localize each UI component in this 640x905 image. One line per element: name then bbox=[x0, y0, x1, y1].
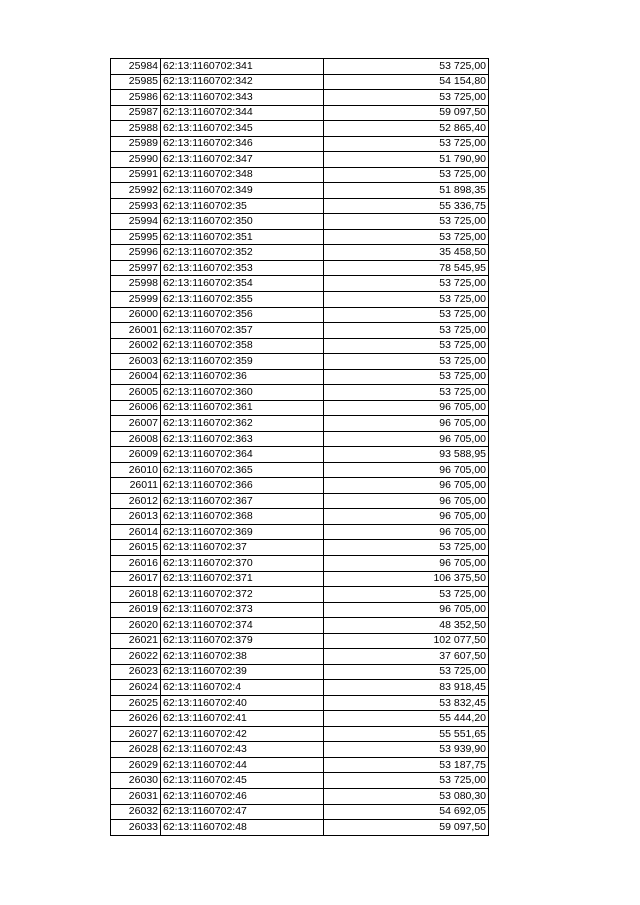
row-number-cell: 26012 bbox=[111, 493, 161, 509]
table-row bbox=[111, 649, 489, 665]
cadastral-number-cell: 62:13:1160702:379 bbox=[161, 633, 324, 649]
row-number-cell: 26030 bbox=[111, 773, 161, 789]
cadastral-number-cell: 62:13:1160702:353 bbox=[161, 260, 324, 276]
row-number-cell: 26027 bbox=[111, 726, 161, 742]
table-row bbox=[111, 214, 489, 230]
value-cell: 96 705,00 bbox=[324, 462, 489, 478]
row-number-cell: 26028 bbox=[111, 742, 161, 758]
cadastral-number-cell: 62:13:1160702:355 bbox=[161, 291, 324, 307]
value-cell: 78 545,95 bbox=[324, 260, 489, 276]
row-number-cell: 26032 bbox=[111, 804, 161, 820]
row-number-cell: 26014 bbox=[111, 524, 161, 540]
table-row bbox=[111, 804, 489, 820]
value-cell: 52 865,40 bbox=[324, 121, 489, 137]
table-row bbox=[111, 726, 489, 742]
cadastral-number-cell: 62:13:1160702:360 bbox=[161, 385, 324, 401]
value-cell: 53 725,00 bbox=[324, 307, 489, 323]
cadastral-number-cell: 62:13:1160702:373 bbox=[161, 602, 324, 618]
value-cell: 53 725,00 bbox=[324, 773, 489, 789]
row-number-cell: 26006 bbox=[111, 400, 161, 416]
cadastral-number-cell: 62:13:1160702:374 bbox=[161, 618, 324, 634]
cadastral-number-cell: 62:13:1160702:372 bbox=[161, 587, 324, 603]
row-number-cell: 25993 bbox=[111, 198, 161, 214]
cadastral-number-cell: 62:13:1160702:4 bbox=[161, 680, 324, 696]
cadastral-number-cell: 62:13:1160702:352 bbox=[161, 245, 324, 261]
row-number-cell: 26018 bbox=[111, 587, 161, 603]
value-cell: 53 725,00 bbox=[324, 136, 489, 152]
cadastral-number-cell: 62:13:1160702:341 bbox=[161, 59, 324, 75]
row-number-cell: 26005 bbox=[111, 385, 161, 401]
value-cell: 37 607,50 bbox=[324, 649, 489, 665]
value-cell: 53 080,30 bbox=[324, 788, 489, 804]
cadastral-number-cell: 62:13:1160702:45 bbox=[161, 773, 324, 789]
row-number-cell: 26017 bbox=[111, 571, 161, 587]
cadastral-number-cell: 62:13:1160702:358 bbox=[161, 338, 324, 354]
cadastral-number-cell: 62:13:1160702:35 bbox=[161, 198, 324, 214]
value-cell: 59 097,50 bbox=[324, 820, 489, 836]
row-number-cell: 25987 bbox=[111, 105, 161, 121]
table-row bbox=[111, 711, 489, 727]
table-row bbox=[111, 742, 489, 758]
cadastral-number-cell: 62:13:1160702:39 bbox=[161, 664, 324, 680]
row-number-cell: 26015 bbox=[111, 540, 161, 556]
table-row bbox=[111, 400, 489, 416]
cadastral-number-cell: 62:13:1160702:354 bbox=[161, 276, 324, 292]
value-cell: 96 705,00 bbox=[324, 431, 489, 447]
table-row bbox=[111, 121, 489, 137]
row-number-cell: 25996 bbox=[111, 245, 161, 261]
table-row bbox=[111, 633, 489, 649]
value-cell: 96 705,00 bbox=[324, 602, 489, 618]
row-number-cell: 26033 bbox=[111, 820, 161, 836]
row-number-cell: 25984 bbox=[111, 59, 161, 75]
cadastral-number-cell: 62:13:1160702:42 bbox=[161, 726, 324, 742]
value-cell: 53 725,00 bbox=[324, 59, 489, 75]
row-number-cell: 26031 bbox=[111, 788, 161, 804]
cadastral-number-cell: 62:13:1160702:349 bbox=[161, 183, 324, 199]
cadastral-number-cell: 62:13:1160702:48 bbox=[161, 820, 324, 836]
value-cell: 53 725,00 bbox=[324, 323, 489, 339]
cadastral-number-cell: 62:13:1160702:370 bbox=[161, 556, 324, 572]
row-number-cell: 26024 bbox=[111, 680, 161, 696]
cadastral-number-cell: 62:13:1160702:357 bbox=[161, 323, 324, 339]
table-row bbox=[111, 276, 489, 292]
row-number-cell: 26021 bbox=[111, 633, 161, 649]
table-row bbox=[111, 509, 489, 525]
cadastral-number-cell: 62:13:1160702:364 bbox=[161, 447, 324, 463]
cadastral-number-cell: 62:13:1160702:365 bbox=[161, 462, 324, 478]
table-row bbox=[111, 493, 489, 509]
table-row bbox=[111, 152, 489, 168]
value-cell: 96 705,00 bbox=[324, 524, 489, 540]
table-row bbox=[111, 773, 489, 789]
table-row bbox=[111, 478, 489, 494]
value-cell: 102 077,50 bbox=[324, 633, 489, 649]
table-row bbox=[111, 447, 489, 463]
table-row bbox=[111, 602, 489, 618]
value-cell: 53 939,90 bbox=[324, 742, 489, 758]
table-row bbox=[111, 229, 489, 245]
value-cell: 53 725,00 bbox=[324, 540, 489, 556]
row-number-cell: 26022 bbox=[111, 649, 161, 665]
cadastral-number-cell: 62:13:1160702:347 bbox=[161, 152, 324, 168]
value-cell: 96 705,00 bbox=[324, 400, 489, 416]
cadastral-number-cell: 62:13:1160702:37 bbox=[161, 540, 324, 556]
cadastral-number-cell: 62:13:1160702:344 bbox=[161, 105, 324, 121]
cadastral-number-cell: 62:13:1160702:38 bbox=[161, 649, 324, 665]
table-row bbox=[111, 307, 489, 323]
table-row bbox=[111, 556, 489, 572]
cadastral-number-cell: 62:13:1160702:343 bbox=[161, 90, 324, 106]
row-number-cell: 25998 bbox=[111, 276, 161, 292]
row-number-cell: 26002 bbox=[111, 338, 161, 354]
table-row bbox=[111, 385, 489, 401]
value-cell: 96 705,00 bbox=[324, 556, 489, 572]
value-cell: 53 725,00 bbox=[324, 276, 489, 292]
cadastral-number-cell: 62:13:1160702:363 bbox=[161, 431, 324, 447]
row-number-cell: 25995 bbox=[111, 229, 161, 245]
row-number-cell: 26013 bbox=[111, 509, 161, 525]
value-cell: 96 705,00 bbox=[324, 509, 489, 525]
row-number-cell: 26000 bbox=[111, 307, 161, 323]
row-number-cell: 25997 bbox=[111, 260, 161, 276]
row-number-cell: 26004 bbox=[111, 369, 161, 385]
cadastral-number-cell: 62:13:1160702:342 bbox=[161, 74, 324, 90]
table-row bbox=[111, 431, 489, 447]
value-cell: 53 725,00 bbox=[324, 291, 489, 307]
table-row bbox=[111, 338, 489, 354]
row-number-cell: 26020 bbox=[111, 618, 161, 634]
table-row bbox=[111, 74, 489, 90]
value-cell: 53 725,00 bbox=[324, 369, 489, 385]
cadastral-number-cell: 62:13:1160702:359 bbox=[161, 354, 324, 370]
row-number-cell: 25994 bbox=[111, 214, 161, 230]
table-row bbox=[111, 105, 489, 121]
row-number-cell: 26001 bbox=[111, 323, 161, 339]
cadastral-number-cell: 62:13:1160702:366 bbox=[161, 478, 324, 494]
table-row bbox=[111, 695, 489, 711]
value-cell: 93 588,95 bbox=[324, 447, 489, 463]
cadastral-number-cell: 62:13:1160702:367 bbox=[161, 493, 324, 509]
table-row bbox=[111, 571, 489, 587]
table-row bbox=[111, 260, 489, 276]
table-row bbox=[111, 416, 489, 432]
table-row bbox=[111, 524, 489, 540]
row-number-cell: 26023 bbox=[111, 664, 161, 680]
data-table bbox=[110, 58, 489, 836]
value-cell: 59 097,50 bbox=[324, 105, 489, 121]
table-row bbox=[111, 462, 489, 478]
row-number-cell: 26009 bbox=[111, 447, 161, 463]
row-number-cell: 26016 bbox=[111, 556, 161, 572]
table-body bbox=[111, 59, 489, 836]
row-number-cell: 26029 bbox=[111, 757, 161, 773]
value-cell: 96 705,00 bbox=[324, 416, 489, 432]
table-row bbox=[111, 323, 489, 339]
table-row bbox=[111, 354, 489, 370]
row-number-cell: 26007 bbox=[111, 416, 161, 432]
cadastral-number-cell: 62:13:1160702:368 bbox=[161, 509, 324, 525]
cadastral-number-cell: 62:13:1160702:361 bbox=[161, 400, 324, 416]
cadastral-number-cell: 62:13:1160702:41 bbox=[161, 711, 324, 727]
cadastral-number-cell: 62:13:1160702:36 bbox=[161, 369, 324, 385]
value-cell: 53 725,00 bbox=[324, 214, 489, 230]
value-cell: 35 458,50 bbox=[324, 245, 489, 261]
value-cell: 54 154,80 bbox=[324, 74, 489, 90]
table-row bbox=[111, 291, 489, 307]
row-number-cell: 26019 bbox=[111, 602, 161, 618]
row-number-cell: 25999 bbox=[111, 291, 161, 307]
table-row bbox=[111, 820, 489, 836]
table-row bbox=[111, 618, 489, 634]
cadastral-number-cell: 62:13:1160702:351 bbox=[161, 229, 324, 245]
table-row bbox=[111, 664, 489, 680]
table-row bbox=[111, 540, 489, 556]
row-number-cell: 26010 bbox=[111, 462, 161, 478]
cadastral-number-cell: 62:13:1160702:356 bbox=[161, 307, 324, 323]
cadastral-number-cell: 62:13:1160702:348 bbox=[161, 167, 324, 183]
row-number-cell: 25988 bbox=[111, 121, 161, 137]
table-row bbox=[111, 587, 489, 603]
table-row bbox=[111, 369, 489, 385]
table-row bbox=[111, 198, 489, 214]
value-cell: 51 790,90 bbox=[324, 152, 489, 168]
table-row bbox=[111, 183, 489, 199]
value-cell: 53 725,00 bbox=[324, 664, 489, 680]
value-cell: 48 352,50 bbox=[324, 618, 489, 634]
value-cell: 53 187,75 bbox=[324, 757, 489, 773]
row-number-cell: 26026 bbox=[111, 711, 161, 727]
row-number-cell: 26003 bbox=[111, 354, 161, 370]
cadastral-number-cell: 62:13:1160702:345 bbox=[161, 121, 324, 137]
table-row bbox=[111, 136, 489, 152]
row-number-cell: 26025 bbox=[111, 695, 161, 711]
value-cell: 53 832,45 bbox=[324, 695, 489, 711]
value-cell: 55 336,75 bbox=[324, 198, 489, 214]
cadastral-number-cell: 62:13:1160702:346 bbox=[161, 136, 324, 152]
value-cell: 53 725,00 bbox=[324, 338, 489, 354]
value-cell: 55 444,20 bbox=[324, 711, 489, 727]
table-row bbox=[111, 90, 489, 106]
row-number-cell: 25985 bbox=[111, 74, 161, 90]
value-cell: 55 551,65 bbox=[324, 726, 489, 742]
value-cell: 51 898,35 bbox=[324, 183, 489, 199]
value-cell: 54 692,05 bbox=[324, 804, 489, 820]
value-cell: 53 725,00 bbox=[324, 229, 489, 245]
cadastral-number-cell: 62:13:1160702:371 bbox=[161, 571, 324, 587]
value-cell: 53 725,00 bbox=[324, 167, 489, 183]
value-cell: 53 725,00 bbox=[324, 90, 489, 106]
value-cell: 96 705,00 bbox=[324, 478, 489, 494]
value-cell: 106 375,50 bbox=[324, 571, 489, 587]
value-cell: 53 725,00 bbox=[324, 587, 489, 603]
table-row bbox=[111, 680, 489, 696]
cadastral-number-cell: 62:13:1160702:47 bbox=[161, 804, 324, 820]
table-row bbox=[111, 59, 489, 75]
value-cell: 53 725,00 bbox=[324, 354, 489, 370]
row-number-cell: 26011 bbox=[111, 478, 161, 494]
value-cell: 83 918,45 bbox=[324, 680, 489, 696]
table-row bbox=[111, 245, 489, 261]
table-row bbox=[111, 788, 489, 804]
cadastral-number-cell: 62:13:1160702:46 bbox=[161, 788, 324, 804]
cadastral-number-cell: 62:13:1160702:40 bbox=[161, 695, 324, 711]
value-cell: 96 705,00 bbox=[324, 493, 489, 509]
cadastral-number-cell: 62:13:1160702:369 bbox=[161, 524, 324, 540]
row-number-cell: 25989 bbox=[111, 136, 161, 152]
cadastral-number-cell: 62:13:1160702:362 bbox=[161, 416, 324, 432]
row-number-cell: 25986 bbox=[111, 90, 161, 106]
row-number-cell: 26008 bbox=[111, 431, 161, 447]
row-number-cell: 25992 bbox=[111, 183, 161, 199]
row-number-cell: 25990 bbox=[111, 152, 161, 168]
row-number-cell: 25991 bbox=[111, 167, 161, 183]
cadastral-number-cell: 62:13:1160702:350 bbox=[161, 214, 324, 230]
table-row bbox=[111, 167, 489, 183]
table-row bbox=[111, 757, 489, 773]
cadastral-number-cell: 62:13:1160702:44 bbox=[161, 757, 324, 773]
value-cell: 53 725,00 bbox=[324, 385, 489, 401]
cadastral-number-cell: 62:13:1160702:43 bbox=[161, 742, 324, 758]
